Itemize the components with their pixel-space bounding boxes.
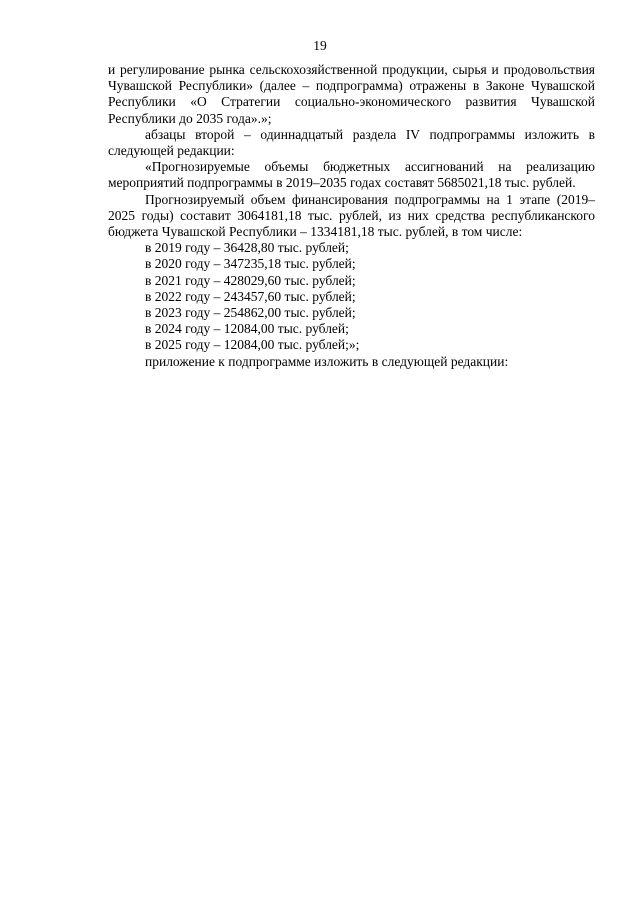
list-item: в 2025 году – 12084,00 тыс. рублей;»; <box>145 337 360 353</box>
list-item: в 2021 году – 428029,60 тыс. рублей; <box>145 272 356 288</box>
paragraph-amendment-instruction: абзацы второй – одиннадцатый раздела IV подпрограммы изложить в следующей редакции: <box>108 126 595 159</box>
paragraph-total-budget: «Прогнозируемые объемы бюджетных ассигнований на реализацию мероприятий подпрограммы в 2019–2035 годах составят 5685021,18 тыс. рублей. <box>108 159 595 191</box>
paragraph-appendix-instruction: приложение к подпрограмме изложить в следующей редакции: <box>145 353 509 369</box>
list-item: в 2024 году – 12084,00 тыс. рублей; <box>145 321 349 337</box>
list-item: в 2020 году – 347235,18 тыс. рублей; <box>145 256 356 272</box>
funding-by-year-list <box>108 240 595 353</box>
document-body <box>108 62 595 370</box>
list-item: в 2022 году – 243457,60 тыс. рублей; <box>145 288 356 304</box>
paragraph-program-reference: и регулирование рынка сельскохозяйственной продукции, сырья и продовольствия Чувашской Республики» (далее – подпрограмма) отражены в Законе Чувашской Республики «О Стратегии социально-экономического развития Чувашской Республики до 2035 года».»; <box>108 62 595 126</box>
page-number: 19 <box>313 38 327 53</box>
paragraph-stage-one-funding: Прогнозируемый объем финансирования подпрограммы на 1 этапе (2019–2025 годы) составит 3064181,18 тыс. рублей, из них средства республиканского бюджета Чувашской Республики – 1334181,18 тыс. рублей, в том числе: <box>108 191 595 240</box>
list-item: в 2023 году – 254862,00 тыс. рублей; <box>145 305 356 321</box>
list-item: в 2019 году – 36428,80 тыс. рублей; <box>145 240 349 256</box>
